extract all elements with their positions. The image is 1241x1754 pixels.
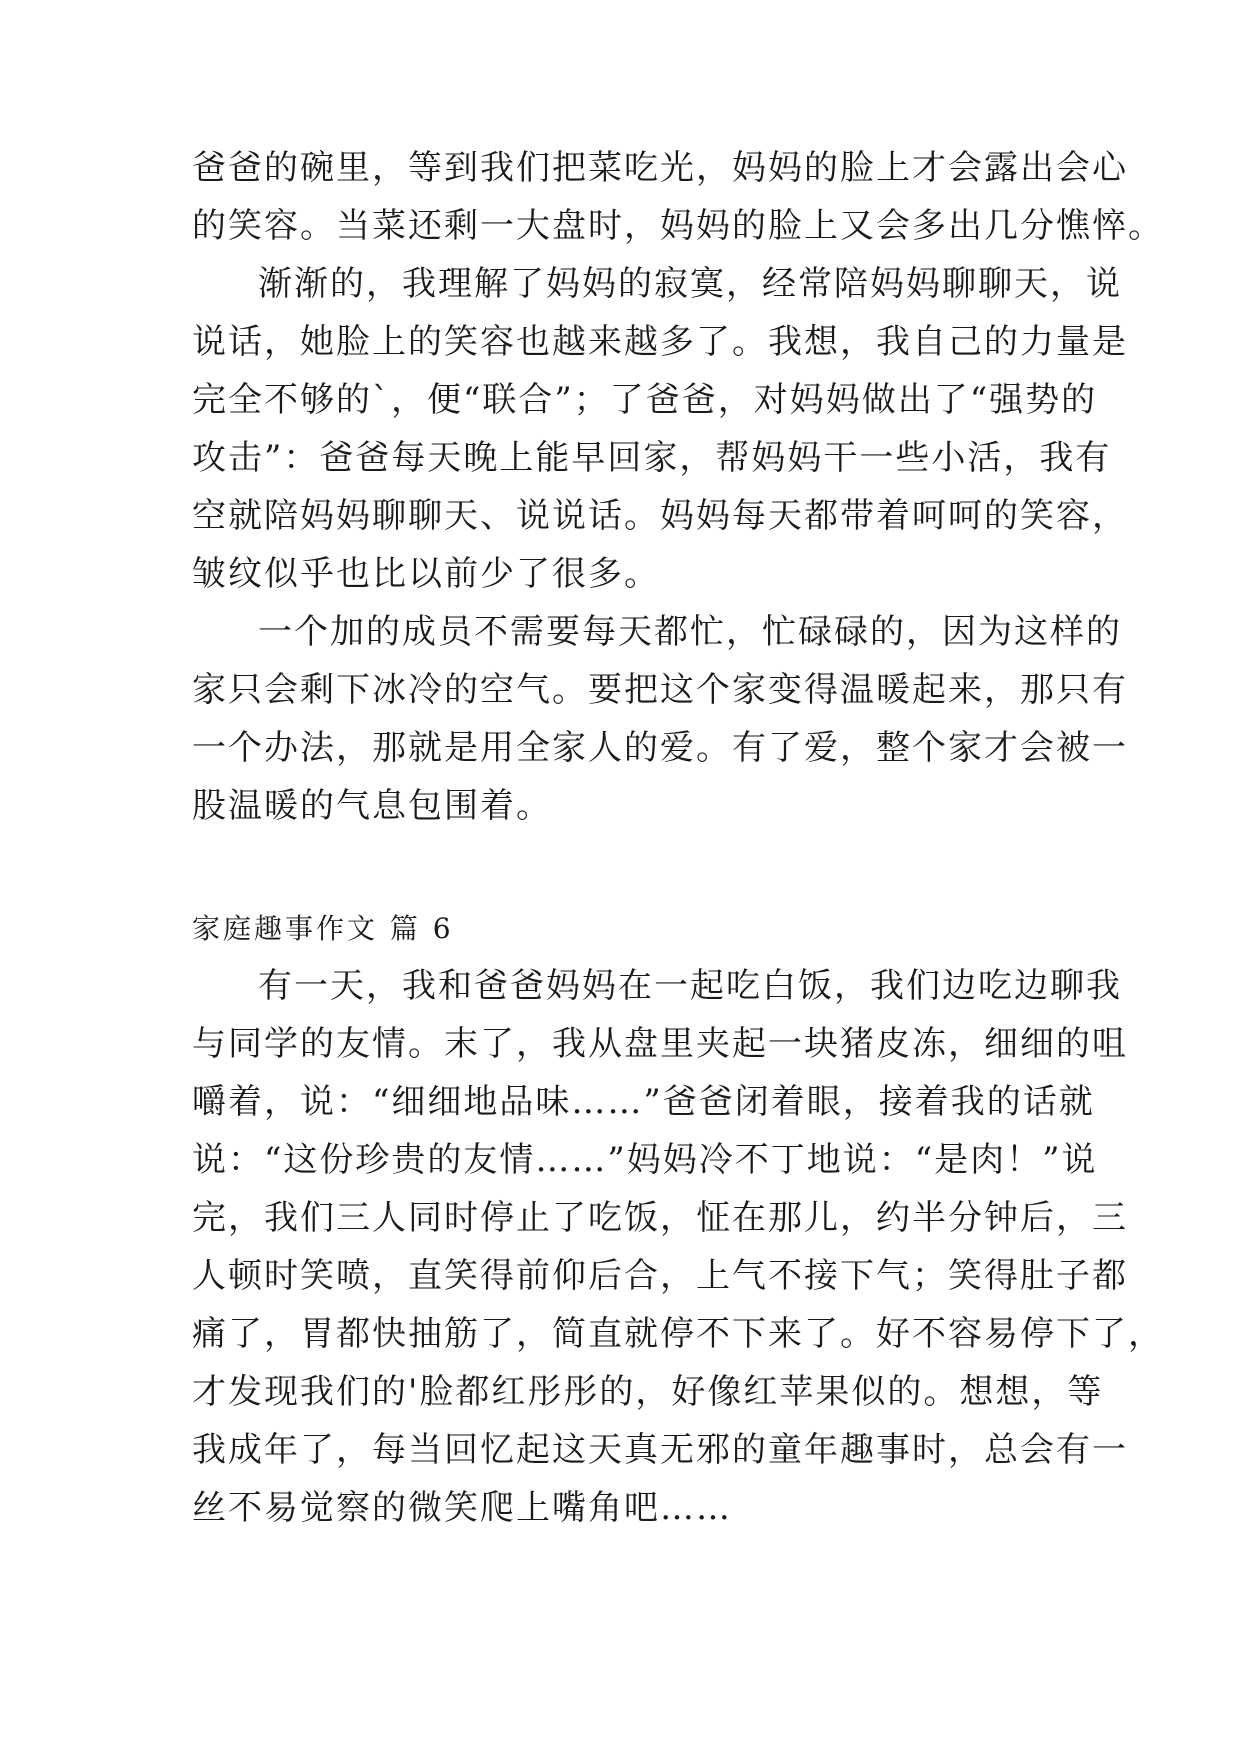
paragraph-line: 一个办法，那就是用全家人的爱。有了爱，整个家才会被一 <box>192 728 1128 768</box>
paragraph-line: 完，我们三人同时停止了吃饭，怔在那儿，约半分钟后，三 <box>192 1198 1128 1238</box>
paragraph-line: 爸爸的碗里，等到我们把菜吃光，妈妈的脸上才会露出会心 <box>192 148 1128 188</box>
paragraph-line: 股温暖的气息包围着。 <box>192 786 552 826</box>
paragraph-line: 嚼着，说：“细细地品味……”爸爸闭着眼，接着我的话就 <box>192 1082 1095 1122</box>
paragraph-line: 与同学的友情。末了，我从盘里夹起一块猪皮冻，细细的咀 <box>192 1024 1128 1064</box>
section-heading: 家庭趣事作文 篇 6 <box>192 912 454 945</box>
paragraph-line: 丝不易觉察的微笑爬上嘴角吧…… <box>192 1488 732 1528</box>
paragraph-line: 才发现我们的'脸都红彤彤的，好像红苹果似的。想想，等 <box>192 1372 1104 1412</box>
paragraph-line: 皱纹似乎也比以前少了很多。 <box>192 554 660 594</box>
paragraph-line: 渐渐的，我理解了妈妈的寂寞，经常陪妈妈聊聊天，说 <box>258 264 1122 304</box>
paragraph-line: 空就陪妈妈聊聊天、说说话。妈妈每天都带着呵呵的笑容， <box>192 496 1128 536</box>
paragraph-line: 痛了，胃都快抽筋了，简直就停不下来了。好不容易停下了， <box>192 1314 1164 1354</box>
paragraph-line: 的笑容。当菜还剩一大盘时，妈妈的脸上又会多出几分憔悴。 <box>192 206 1164 246</box>
paragraph-line: 说：“这份珍贵的友情……”妈妈冷不丁地说：“是肉！”说 <box>192 1140 1098 1180</box>
paragraph-line: 完全不够的`，便“联合”；了爸爸，对妈妈做出了“强势的 <box>192 380 1098 420</box>
paragraph-line: 说话，她脸上的笑容也越来越多了。我想，我自己的力量是 <box>192 322 1128 362</box>
paragraph-line: 我成年了，每当回忆起这天真无邪的童年趣事时，总会有一 <box>192 1430 1128 1470</box>
paragraph-line: 攻击”：爸爸每天晚上能早回家，帮妈妈干一些小活，我有 <box>192 438 1112 478</box>
paragraph-line: 有一天，我和爸爸妈妈在一起吃白饭，我们边吃边聊我 <box>258 966 1122 1006</box>
paragraph-line: 人顿时笑喷，直笑得前仰后合，上气不接下气；笑得肚子都 <box>192 1256 1128 1296</box>
paragraph-line: 一个加的成员不需要每天都忙，忙碌碌的，因为这样的 <box>258 612 1122 652</box>
paragraph-line: 家只会剩下冰冷的空气。要把这个家变得温暖起来，那只有 <box>192 670 1128 710</box>
